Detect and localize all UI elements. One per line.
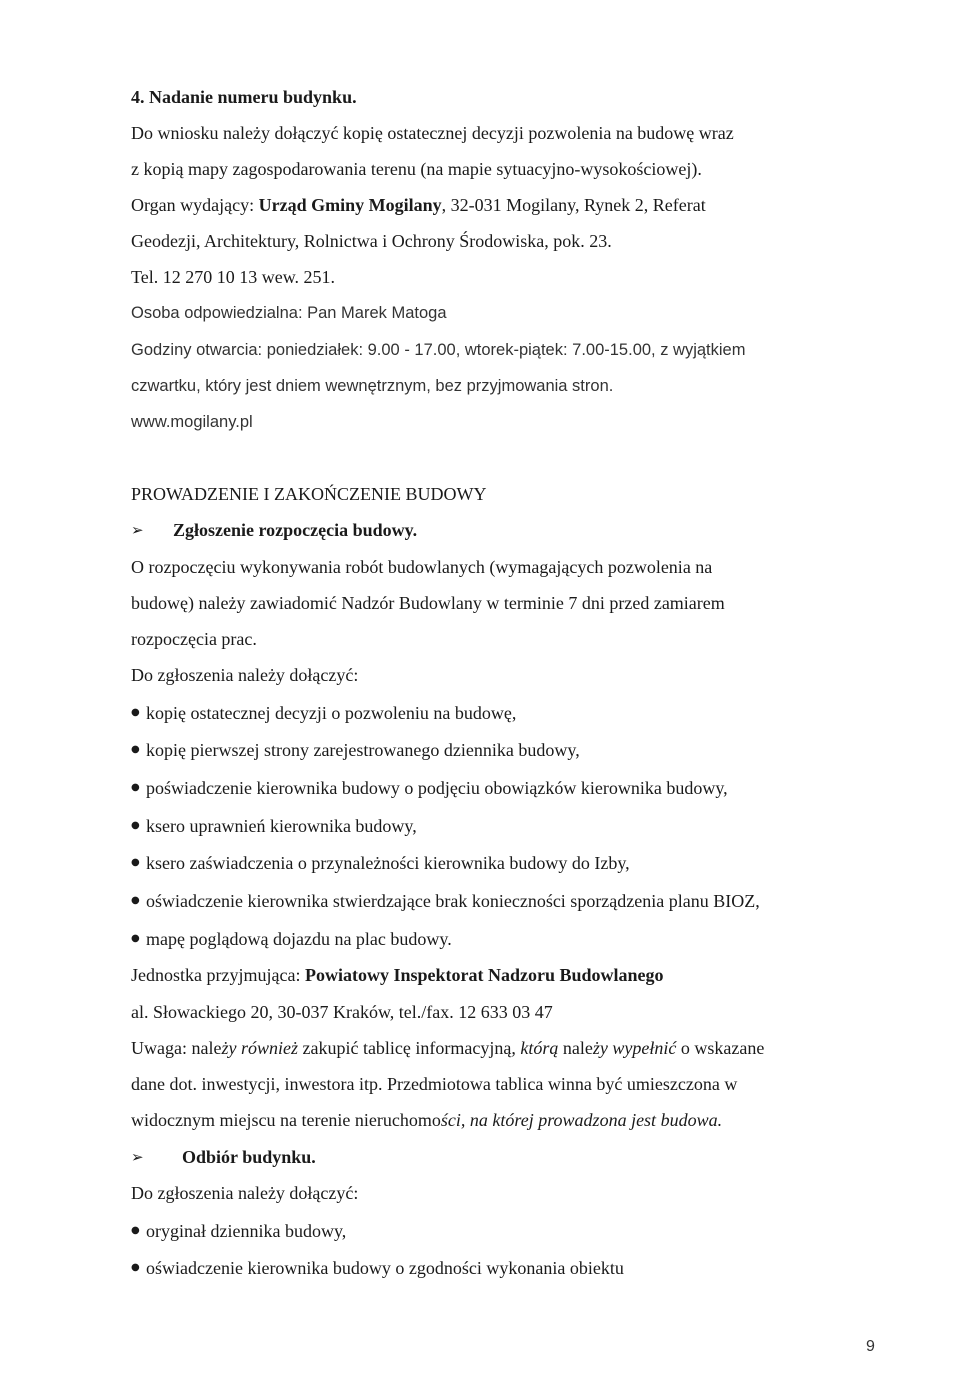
bullet-icon: ● — [131, 744, 140, 755]
paragraph-line — [131, 194, 706, 216]
phone-line: Tel. 12 270 10 13 wew. 251. — [131, 267, 336, 287]
office-name: Urząd Gminy Mogilany — [258, 195, 442, 215]
bullet-icon: ● — [131, 895, 140, 906]
list-item: kopię ostatecznej decyzji o pozwoleniu na budowę, — [146, 703, 517, 723]
bullet-icon: ● — [131, 782, 140, 793]
bullet-icon: ● — [131, 1262, 140, 1273]
subheading: Zgłoszenie rozpoczęcia budowy. — [173, 520, 418, 540]
text: zakupić tablicę informacyjną, — [297, 1038, 521, 1058]
bullet-icon: ● — [131, 820, 140, 831]
list-item: poświadczenie kierownika budowy o podjęciu obowiązków kierownika budowy, — [146, 778, 728, 798]
text: widocznym miejscu na terenie nieruchomo — [131, 1110, 441, 1130]
receiving-unit — [131, 964, 663, 986]
text: ży również — [221, 1038, 298, 1058]
note-line: dane dot. inwestycji, inwestora itp. Przedmiotowa tablica winna być umieszczona w — [131, 1074, 738, 1094]
section-heading-construction: PROWADZENIE I ZAKOŃCZENIE BUDOWY — [131, 484, 487, 504]
attachments-label: Do zgłoszenia należy dołączyć: — [131, 1183, 359, 1203]
bullet-icon: ● — [131, 707, 140, 718]
subheading: Odbiór budynku. — [182, 1147, 316, 1167]
list-item: ksero uprawnień kierownika budowy, — [146, 816, 417, 836]
list-item: kopię pierwszej strony zarejestrowanego dziennika budowy, — [146, 740, 580, 760]
text: Jednostka przyjmująca: — [131, 965, 305, 985]
list-item: oryginał dziennika budowy, — [146, 1221, 347, 1241]
text: o wskazane — [676, 1038, 765, 1058]
website-link: www.mogilany.pl — [131, 413, 253, 431]
text: Organ wydający: — [131, 195, 259, 215]
section-heading: 4. Nadanie numeru budynku. — [131, 87, 357, 107]
text: ży wypełnić — [592, 1038, 677, 1058]
opening-hours-cont: czwartku, który jest dniem wewnętrznym, bez przyjmowania stron. — [131, 377, 614, 395]
page-number: 9 — [866, 1338, 875, 1355]
text: , 32-031 Mogilany, Rynek 2, Referat — [441, 195, 706, 215]
text: ści, na której prowadzona jest budowa. — [440, 1110, 723, 1130]
note-line — [131, 1109, 722, 1131]
text: nale — [558, 1038, 593, 1058]
paragraph-line: budowę) należy zawiadomić Nadzór Budowlany w terminie 7 dni przed zamiarem — [131, 593, 725, 613]
arrow-bullet-icon: ➢ — [131, 521, 144, 539]
paragraph-line: Do wniosku należy dołączyć kopię ostatecznej decyzji pozwolenia na budowę wraz — [131, 123, 734, 143]
paragraph-line: z kopią mapy zagospodarowania terenu (na mapie sytuacyjno-wysokościowej). — [131, 159, 702, 179]
paragraph-line: Geodezji, Architektury, Rolnictwa i Ochrony Środowiska, pok. 23. — [131, 231, 612, 251]
arrow-bullet-icon: ➢ — [131, 1148, 144, 1166]
list-item: ksero zaświadczenia o przynależności kierownika budowy do Izby, — [146, 853, 630, 873]
list-item: mapę poglądową dojazdu na plac budowy. — [146, 929, 452, 949]
paragraph-line: rozpoczęcia prac. — [131, 629, 257, 649]
text: Uwaga: nale — [131, 1038, 222, 1058]
list-item: oświadczenie kierownika stwierdzające brak konieczności sporządzenia planu BIOZ, — [146, 891, 760, 911]
bullet-icon: ● — [131, 933, 140, 944]
note-line — [131, 1037, 764, 1059]
bullet-icon: ● — [131, 1225, 140, 1236]
attachments-label: Do zgłoszenia należy dołączyć: — [131, 665, 359, 685]
unit-name: Powiatowy Inspektorat Nadzoru Budowlanego — [304, 965, 664, 985]
unit-address: al. Słowackiego 20, 30-037 Kraków, tel./fax. 12 633 03 47 — [131, 1002, 553, 1022]
opening-hours: Godziny otwarcia: poniedziałek: 9.00 - 17.00, wtorek-piątek: 7.00-15.00, z wyjątkiem — [131, 341, 746, 359]
contact-person: Osoba odpowiedzialna: Pan Marek Matoga — [131, 304, 447, 322]
list-item: oświadczenie kierownika budowy o zgodności wykonania obiektu — [146, 1258, 624, 1278]
text: którą — [520, 1038, 559, 1058]
paragraph-line: O rozpoczęciu wykonywania robót budowlanych (wymagających pozwolenia na — [131, 557, 713, 577]
bullet-icon: ● — [131, 857, 140, 868]
